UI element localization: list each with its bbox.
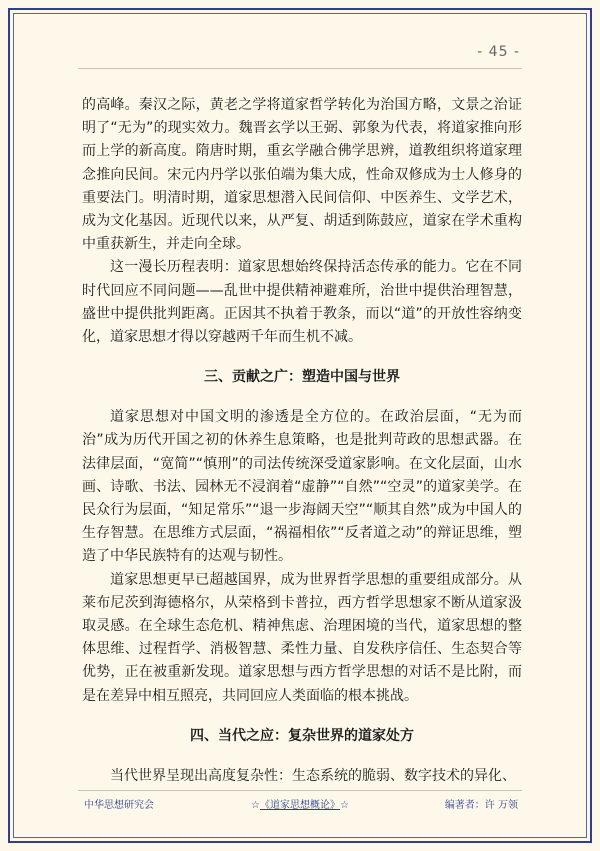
star-icon: ☆ [340,800,349,811]
page-number: - 45 - [477,44,520,60]
footer-author: 编著者：许 万领 [444,800,518,811]
book-title-link[interactable]: 《道家思想概论》 [260,800,340,811]
body-paragraph: 道家思想更早已超越国界，成为世界哲学思想的重要组成部分。从莱布尼茨到海德格尔，从荣格到卡普拉，西方哲学思想家不断从道家汲取灵感。在全球生态危机、精神焦虑、治理困境的当代，道家思想的整体思维、过程哲学、消极智慧、柔性力量、自发秩序信任、生态契合等优势，正在被重新发现。道家思想与西方哲学思想的对话不是比附，而是在差异中相互照亮，共同回应人类面临的根本挑战。 [82,571,522,704]
footer-organization: 中华思想研究会 [84,800,154,811]
section-heading: 四、当代之应：复杂世界的道家处方 [190,727,414,744]
star-icon: ☆ [251,800,260,811]
footer-divider [78,790,522,791]
page-content [82,94,522,788]
body-paragraph: 道家思想对中国文明的渗透是全方位的。在政治层面，“无为而治”成为历代开国之初的休养生息策略，也是批判苛政的思想武器。在法律层面，“宽简”“慎刑”的司法传统深受道家影响。在文化层面，山水画、诗歌、书法、园林无不浸润着“虚静”“自然”“空灵”的道家美学。在民众行为层面，“知足常乐”“退一步海阔天空”“顺其自然”成为中国人的生存智慧。在思维方式层面，“祸福相依”“反者道之动”的辩证思维，塑造了中华民族特有的达观与韧性。 [82,409,522,565]
body-paragraph: 当代世界呈现出高度复杂性：生态系统的脆弱、数字技术的异化、 [110,767,516,784]
body-paragraph: 的高峰。秦汉之际，黄老之学将道家哲学转化为治国方略，文景之治证明了“无为”的现实效力。魏晋玄学以王弼、郭象为代表，将道家推向形而上学的新高度。隋唐时期，重玄学融合佛学思辨，道教组织将道家理念推向民间。宋元内丹学以张伯端为集大成，性命双修成为士人修身的重要法门。明清时期，道家思想潜入民间信仰、中医养生、文学艺术，成为文化基因。近现代以来，从严复、胡适到陈鼓应，道家在学术重构中重获新生，并走向全球。 [82,97,522,253]
section-heading: 三、贡献之广：塑造中国与世界 [204,369,400,386]
body-paragraph: 这一漫长历程表明：道家思想始终保持活态传承的能力。它在不同时代回应不同问题——乱世中提供精神避难所，治世中提供治理智慧，盛世中提供批判距离。正因其不执着于教条，而以“道”的开放性容纳变化，道家思想才得以穿越两千年而生机不减。 [82,259,522,346]
header-divider [78,68,522,69]
